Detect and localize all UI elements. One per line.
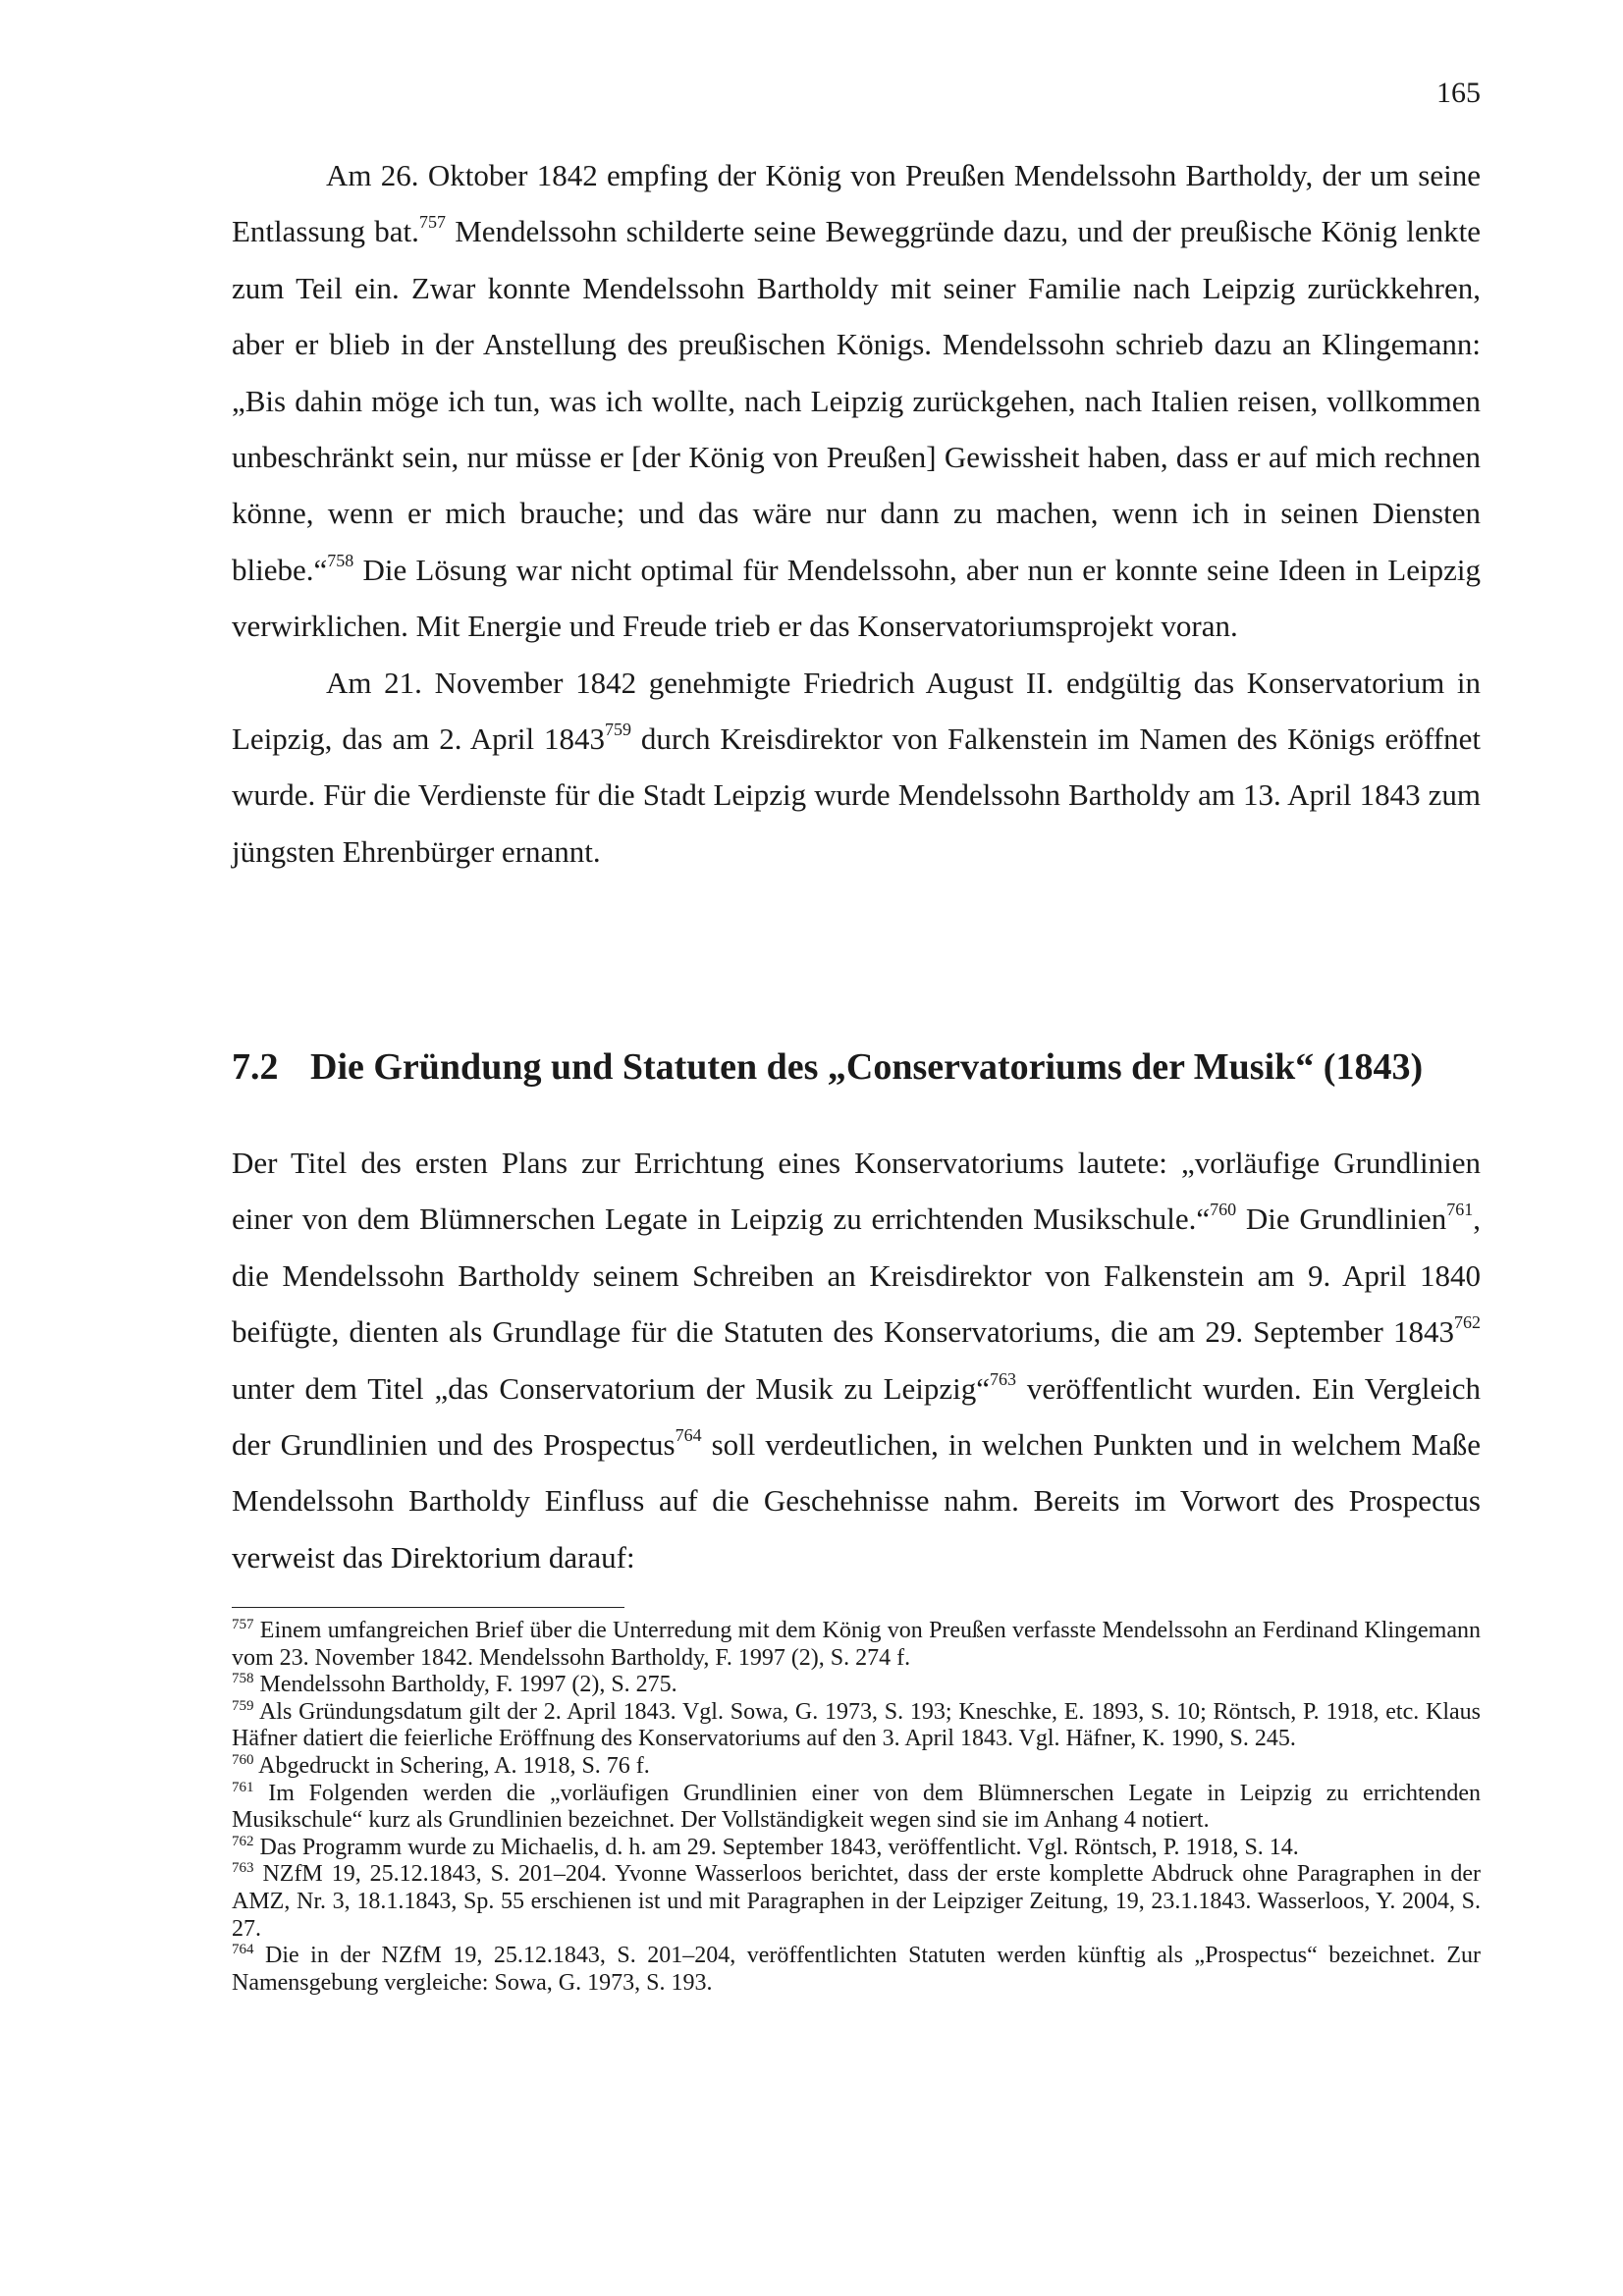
footnote-number: 759 bbox=[232, 1697, 254, 1714]
footnote-ref: 758 bbox=[327, 550, 354, 570]
text-run: , die Mendelssohn Bartholdy seinem Schreiben an Kreisdirektor von Falkenstein am 9. April 1840 beifügte, dienten als Grundlage für die Statuten des Konservatoriums, die am 29. September 1843 bbox=[232, 1201, 1481, 1350]
footnote bbox=[232, 1672, 1481, 1699]
text-run: Am 21. November 1842 genehmigte Friedrich August II. endgültig das Konservatorium in Leipzig, das am 2. April 1843 bbox=[232, 665, 1481, 757]
section-number: 7.2 bbox=[232, 1046, 279, 1088]
footnote bbox=[232, 1943, 1481, 1997]
footnote-number: 760 bbox=[232, 1751, 254, 1768]
footnote bbox=[232, 1618, 1481, 1672]
footnote-text: Das Programm wurde zu Michaelis, d. h. am 29. September 1843, veröffentlicht. Vgl. Röntsch, P. 1918, S. 14. bbox=[253, 1834, 1299, 1860]
footnote-ref: 764 bbox=[675, 1425, 702, 1446]
footnote-ref: 759 bbox=[605, 720, 632, 740]
section-heading bbox=[232, 1045, 1481, 1089]
text-run: soll verdeutlichen, in welchen Punkten und in welchem Maße Mendelssohn Bartholdy Einfluss auf die Geschehnisse nahm. Bereits im Vorwort des Prospectus verweist das Direktorium darauf: bbox=[232, 1427, 1481, 1575]
footnote-ref: 761 bbox=[1446, 1200, 1474, 1220]
footnote-text: NZfM 19, 25.12.1843, S. 201–204. Yvonne Wasserloos berichtet, dass der erste komplette Abdruck ohne Paragraphen in der AMZ, Nr. 3, 18.1.1843, Sp. 55 erschienen ist und mit Paragraphen in der Leipziger Zeitung, 19, 23.1.1843. Wasserloos, Y. 2004, S. 27. bbox=[232, 1861, 1481, 1942]
text-run: Mendelssohn schilderte seine Beweggründe dazu, und der preußische König lenkte zum Teil ein. Zwar konnte Mendelssohn Bartholdy mit seiner Familie nach Leipzig zurückkehren, aber er blieb in der Anstellung des preußischen Königs. Mendelssohn schrieb dazu an Klingemann: „Bis dahin möge ich tun, was ich wollte, nach Leipzig zurückgehen, nach Italien reisen, vollkommen unbeschränkt sein, nur müsse er [der König von Preußen] Gewissheit haben, dass er auf mich rechnen könne, wenn er mich brauche; und das wäre nur dann zu machen, wenn ich in seinen Diensten bliebe.“ bbox=[232, 214, 1482, 587]
paragraph-2 bbox=[232, 655, 1481, 881]
body-text-upper bbox=[232, 147, 1481, 880]
footnote-text: Mendelssohn Bartholdy, F. 1997 (2), S. 275. bbox=[253, 1672, 677, 1698]
footnote bbox=[232, 1861, 1481, 1943]
footnote-number: 763 bbox=[232, 1860, 254, 1877]
footnote bbox=[232, 1753, 1481, 1781]
footnote-text: Im Folgenden werden die „vorläufigen Grundlinien einer von dem Blümnerschen Legate in Leipzig zu errichtenden Musikschule“ kurz als Grundlinien bezeichnet. Der Vollständigkeit wegen sind sie im Anhang 4 notiert. bbox=[232, 1780, 1481, 1834]
footnote-number: 757 bbox=[232, 1617, 254, 1632]
footnote-ref: 757 bbox=[418, 212, 446, 233]
text-run: veröffentlicht wurden. Ein Vergleich der Grundlinien und des Prospectus bbox=[232, 1370, 1481, 1463]
footnote bbox=[232, 1835, 1481, 1862]
footnote-number: 758 bbox=[232, 1671, 254, 1687]
paragraph-1 bbox=[232, 147, 1481, 655]
footnote bbox=[232, 1781, 1481, 1835]
text-run: Die Lösung war nicht optimal für Mendelssohn, aber nun er konnte seine Ideen in Leipzig verwirklichen. Mit Energie und Freude trieb er das Konservatoriumsprojekt voran. bbox=[232, 552, 1481, 644]
section-title: Die Gründung und Statuten des „Conservatoriums der Musik“ (1843) bbox=[310, 1046, 1424, 1088]
paragraph-3 bbox=[232, 1135, 1481, 1585]
footnote-number: 761 bbox=[232, 1779, 254, 1795]
text-run: Der Titel des ersten Plans zur Errichtung eines Konservatoriums lautete: „vorläufige Grundlinien einer von dem Blümnerschen Legate in Leipzig zu errichtenden Musikschule.“ bbox=[232, 1146, 1481, 1237]
footnote bbox=[232, 1699, 1481, 1753]
page-number: 165 bbox=[1436, 77, 1481, 109]
footnotes bbox=[232, 1618, 1481, 1997]
footnote-ref: 760 bbox=[1210, 1200, 1237, 1220]
footnote-number: 764 bbox=[232, 1942, 254, 1958]
text-run: durch Kreisdirektor von Falkenstein im Namen des Königs eröffnet wurde. Für die Verdienste für die Stadt Leipzig wurde Mendelssohn Bartholdy am 13. April 1843 zum jüngsten Ehrenbürger ernannt. bbox=[232, 721, 1481, 869]
footnote-ref: 763 bbox=[990, 1368, 1017, 1389]
text-run: Die Grundlinien bbox=[1236, 1201, 1447, 1237]
footnote-text: Als Gründungsdatum gilt der 2. April 1843. Vgl. Sowa, G. 1973, S. 193; Kneschke, E. 1893, S. 10; Röntsch, P. 1918, etc. Klaus Häfner datiert die feierliche Eröffnung des Konservatoriums auf den 3. April 1843. Vgl. Häfner, K. 1990, S. 245. bbox=[232, 1698, 1481, 1752]
footnote-ref: 762 bbox=[1454, 1312, 1481, 1333]
footnote-text: Die in der NZfM 19, 25.12.1843, S. 201–204, veröffentlichten Statuten werden künftig als „Prospectus“ bezeichnet. Zur Namensgebung vergleiche: Sowa, G. 1973, S. 193. bbox=[232, 1943, 1481, 1996]
footnote-text: Einem umfangreichen Brief über die Unterredung mit dem König von Preußen verfasste Mendelssohn an Ferdinand Klingemann vom 23. November 1842. Mendelssohn Bartholdy, F. 1997 (2), S. 274 f. bbox=[232, 1618, 1481, 1671]
text-run: unter dem Titel „das Conservatorium der Musik zu Leipzig“ bbox=[232, 1370, 991, 1406]
body-text-lower bbox=[232, 1135, 1481, 1585]
footnote-text: Abgedruckt in Schering, A. 1918, S. 76 f. bbox=[253, 1752, 650, 1779]
footnote-number: 762 bbox=[232, 1833, 254, 1849]
footnote-separator bbox=[232, 1607, 624, 1608]
text-run: Am 26. Oktober 1842 empfing der König von Preußen Mendelssohn Bartholdy, der um seine Entlassung bat. bbox=[232, 158, 1481, 249]
